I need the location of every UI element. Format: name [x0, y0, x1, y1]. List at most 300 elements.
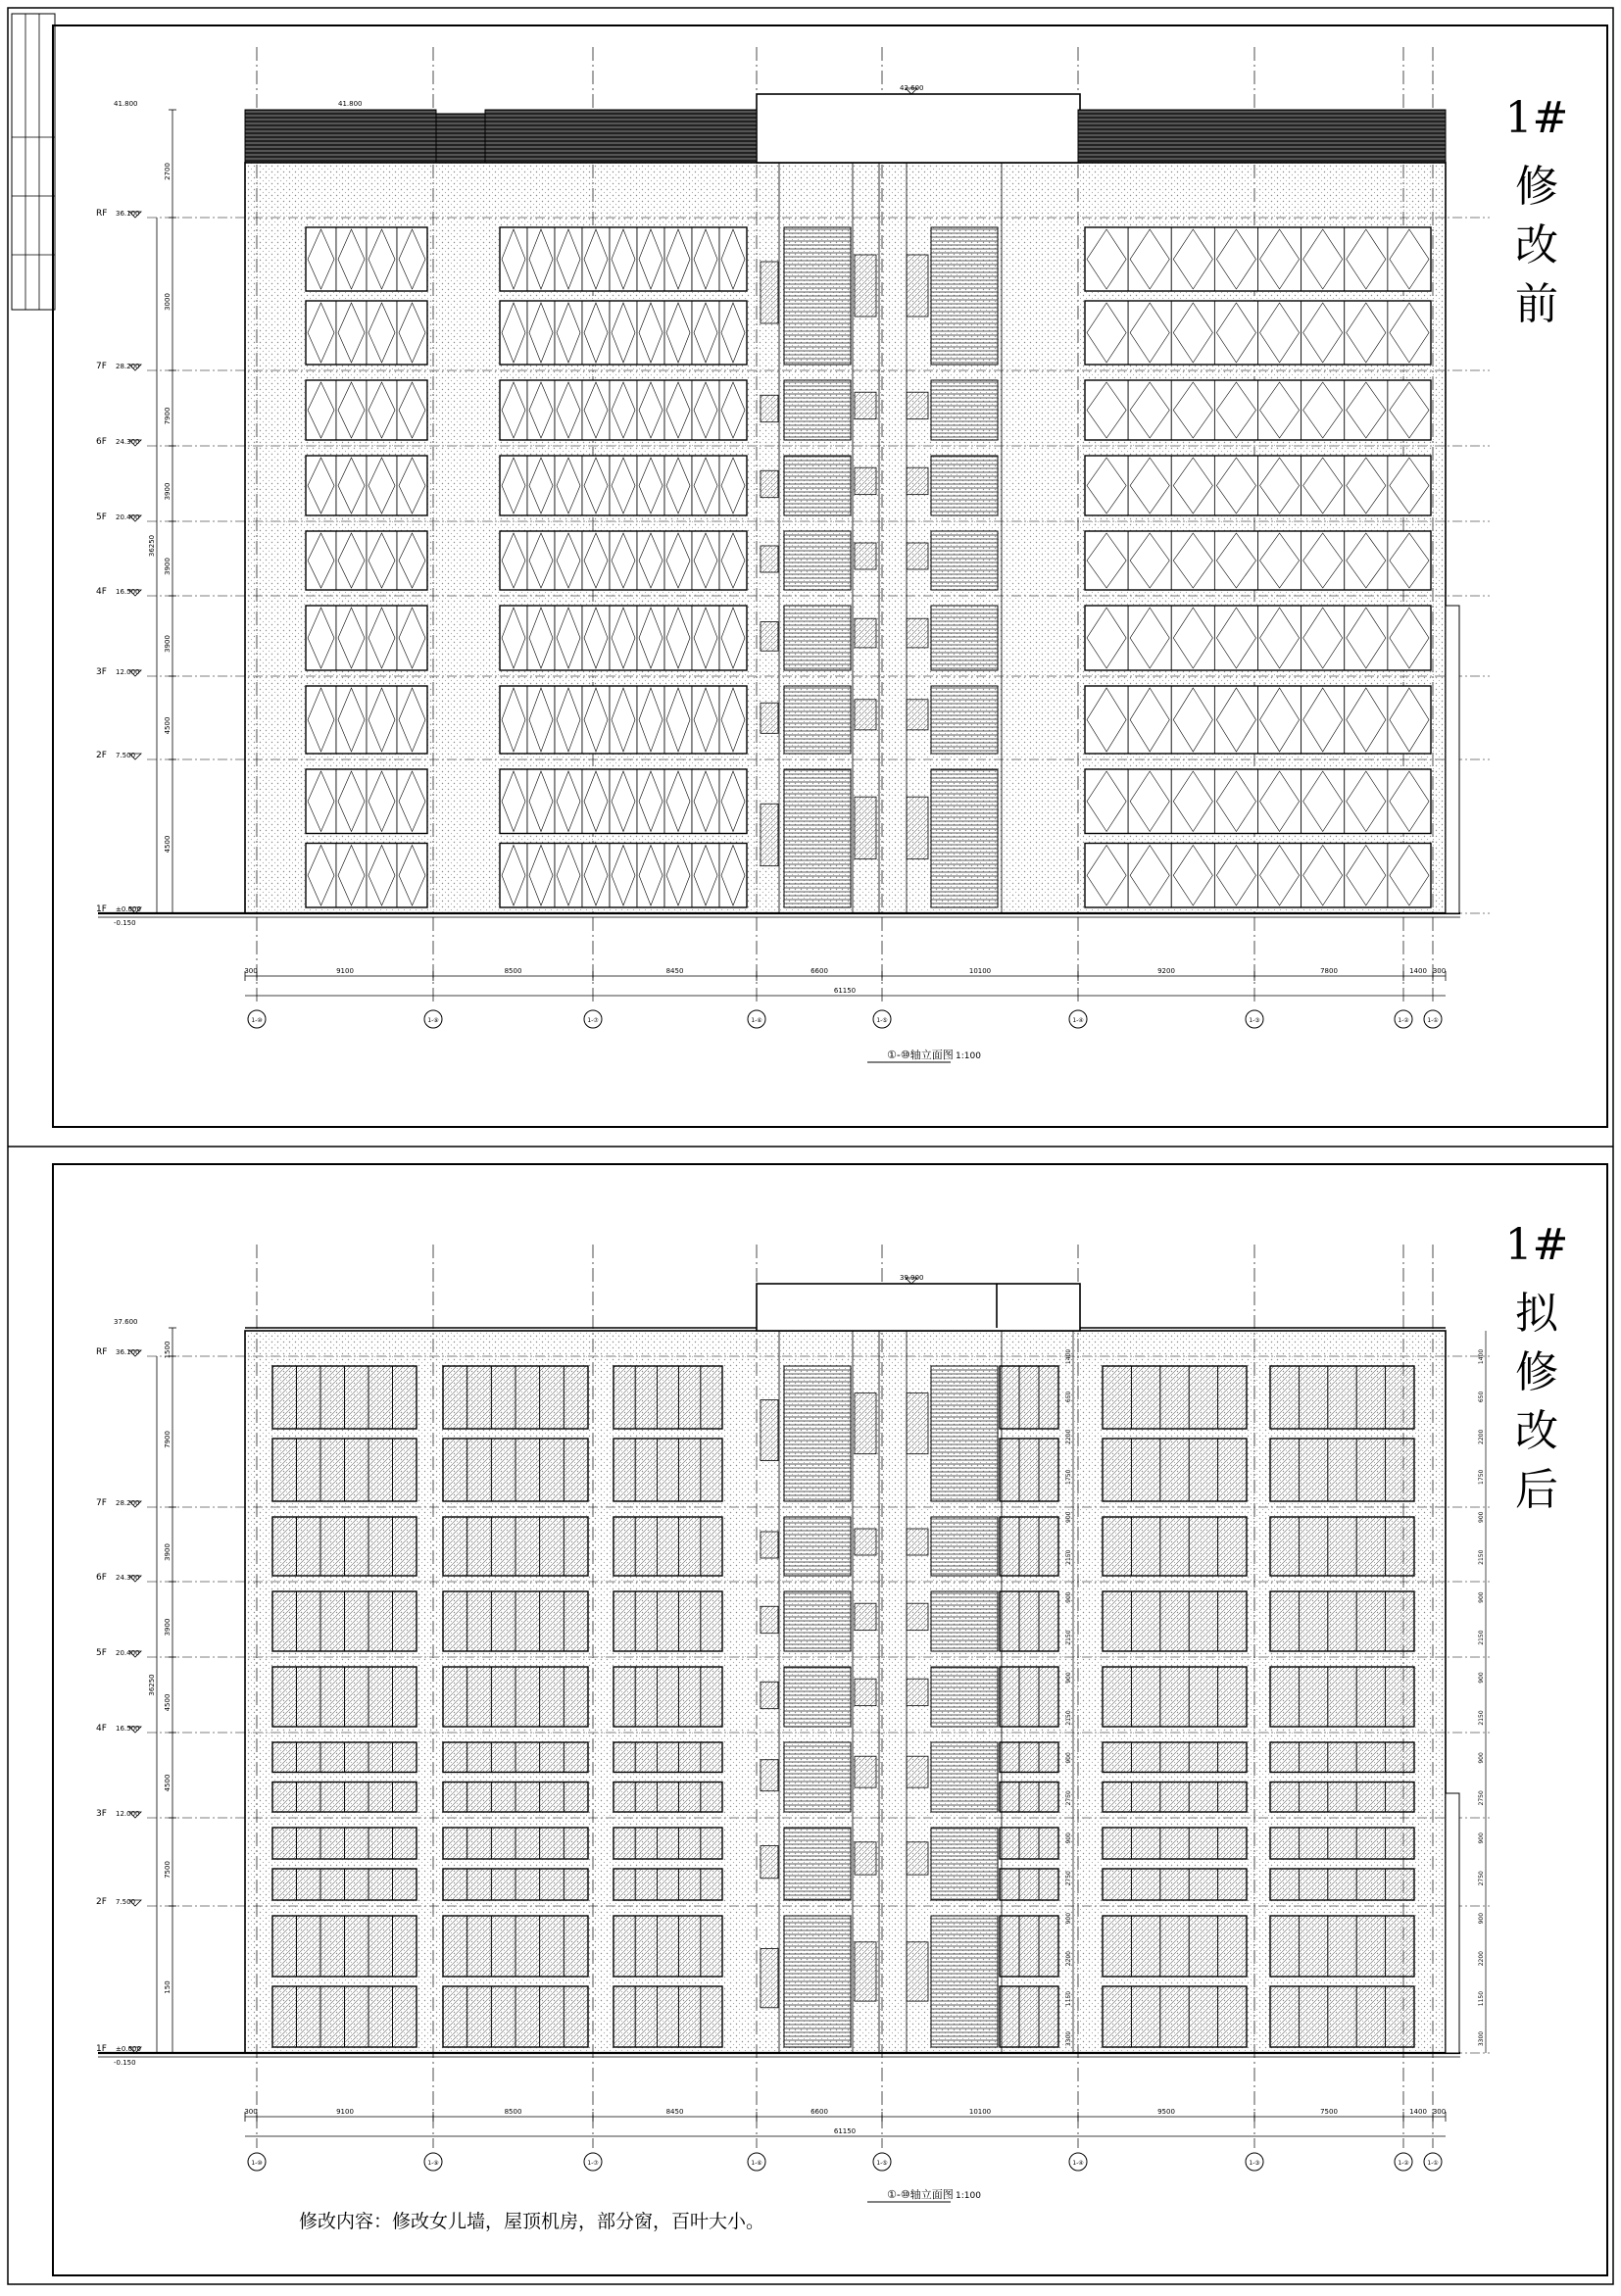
pane-frame: [368, 1439, 393, 1501]
stair-louver: [931, 1517, 998, 1576]
window-pane: [467, 1828, 492, 1859]
sub-dimension: 2150: [1065, 1549, 1072, 1565]
pane-frame: [701, 1828, 722, 1859]
window-pane: [1103, 1828, 1131, 1859]
window-pane: [701, 1783, 722, 1813]
sub-dimension: 1150: [1478, 1990, 1485, 2007]
pane-frame: [1160, 1439, 1189, 1501]
window-pane: [368, 1667, 393, 1727]
floor-elevation: 16.500: [116, 1725, 140, 1733]
pane-frame: [367, 606, 397, 670]
floor-name: 3F: [96, 667, 107, 677]
pane-frame: [1085, 686, 1128, 754]
axis-label: 1-④: [1072, 1017, 1084, 1024]
pane-frame: [1356, 1742, 1385, 1773]
window-pane: [443, 1517, 467, 1576]
pane-frame: [1328, 1591, 1356, 1651]
pane-frame: [1299, 1869, 1327, 1900]
bay-dimension: 7500: [1320, 2108, 1338, 2116]
window-pane: [1039, 1828, 1058, 1859]
window-pane: [637, 227, 664, 291]
parapet-elevation: 41.800: [114, 100, 138, 108]
pane-frame: [679, 1667, 701, 1727]
pane-frame: [1258, 531, 1302, 590]
pane-frame: [664, 844, 692, 908]
window-pane: [637, 301, 664, 365]
window-pane: [1214, 769, 1257, 834]
core-window: [761, 546, 778, 572]
stair-louver: [784, 380, 851, 440]
pane-frame: [297, 1916, 321, 1977]
window-band: [1085, 686, 1431, 754]
pane-frame: [564, 1986, 588, 2047]
stair-louver: [931, 1591, 998, 1651]
window-pane: [1386, 1591, 1414, 1651]
window-pane: [614, 1869, 635, 1900]
pane-frame: [564, 1366, 588, 1429]
core-window: [761, 1400, 778, 1461]
pane-frame: [500, 844, 527, 908]
storey-dimension: 7900: [164, 1431, 172, 1448]
window-pane: [1039, 1517, 1058, 1576]
window-pane: [393, 1783, 418, 1813]
window-pane: [657, 1742, 678, 1773]
pane-frame: [306, 606, 336, 670]
window-pane: [1356, 1742, 1385, 1773]
axis-label: 1-⑦: [587, 1017, 599, 1024]
pane-frame: [664, 227, 692, 291]
floor-name: 4F: [96, 587, 107, 597]
window-pane: [1085, 769, 1128, 834]
stair-louver: [931, 456, 998, 515]
window-pane: [1299, 1439, 1327, 1501]
window-pane: [393, 1828, 418, 1859]
window-pane: [614, 1916, 635, 1977]
pane-frame: [1131, 1986, 1159, 2047]
stair-louver: [784, 1916, 851, 2047]
window-pane: [635, 1439, 657, 1501]
pane-frame: [491, 1986, 516, 2047]
pane-frame: [320, 1986, 345, 2047]
pane-frame: [1019, 1591, 1039, 1651]
pane-frame: [679, 1783, 701, 1813]
window-pane: [336, 686, 367, 754]
pane-frame: [1128, 456, 1171, 515]
window-pane: [555, 606, 582, 670]
window-pane: [1270, 1439, 1299, 1501]
pane-frame: [1388, 456, 1431, 515]
window-pane: [1189, 1828, 1217, 1859]
pane-frame: [692, 769, 719, 834]
window-pane: [1388, 531, 1431, 590]
caption-scale: 1:100: [956, 1051, 981, 1061]
pane-frame: [306, 769, 336, 834]
pane-frame: [1128, 380, 1171, 440]
pane-frame: [1302, 606, 1345, 670]
window-band: [1103, 1869, 1247, 1900]
pane-frame: [1171, 227, 1214, 291]
pane-frame: [320, 1591, 345, 1651]
window-pane: [1085, 380, 1128, 440]
window-band: [1270, 1869, 1414, 1900]
window-pane: [540, 1986, 565, 2047]
pane-frame: [1019, 1828, 1039, 1859]
axis-bubble: [248, 1010, 266, 1028]
stair-louver: [784, 531, 851, 590]
floor-elevation: 28.200: [116, 1499, 140, 1507]
pane-frame: [1386, 1916, 1414, 1977]
window-pane: [1000, 1986, 1019, 2047]
window-pane: [1128, 769, 1171, 834]
label-char: 改: [1515, 220, 1558, 270]
bay-dimension: 9200: [1157, 967, 1175, 975]
window-band: [1000, 1667, 1058, 1727]
core-window: [761, 1606, 778, 1633]
axis-bubble: [873, 1010, 891, 1028]
pane-frame: [555, 456, 582, 515]
pane-frame: [1356, 1366, 1385, 1429]
window-band: [500, 531, 747, 590]
pane-frame: [614, 1591, 635, 1651]
axis-label: 1-⑤: [876, 2160, 888, 2167]
pane-frame: [1103, 1366, 1131, 1429]
pane-frame: [1386, 1591, 1414, 1651]
window-pane: [555, 380, 582, 440]
pane-frame: [443, 1828, 467, 1859]
window-pane: [1218, 1869, 1247, 1900]
caption-after: [867, 2187, 981, 2202]
window-pane: [664, 686, 692, 754]
stair-louver: [931, 1366, 998, 1501]
floor-elevation: 12.000: [116, 668, 140, 676]
pane-frame: [397, 380, 427, 440]
pane-frame: [320, 1517, 345, 1576]
window-pane: [540, 1828, 565, 1859]
pane-frame: [516, 1986, 540, 2047]
pane-frame: [1270, 1783, 1299, 1813]
pane-frame: [397, 531, 427, 590]
window-pane: [555, 531, 582, 590]
stair-louver: [784, 1517, 851, 1576]
pane-frame: [1039, 1869, 1058, 1900]
window-pane: [367, 301, 397, 365]
window-pane: [1299, 1366, 1327, 1429]
pane-frame: [1160, 1742, 1189, 1773]
pane-frame: [1302, 380, 1345, 440]
pane-frame: [467, 1439, 492, 1501]
window-pane: [1214, 227, 1257, 291]
window-pane: [345, 1742, 369, 1773]
window-pane: [692, 531, 719, 590]
window-pane: [345, 1783, 369, 1813]
window-pane: [1388, 227, 1431, 291]
window-pane: [1019, 1439, 1039, 1501]
core-window: [761, 262, 778, 323]
window-pane: [272, 1366, 297, 1429]
window-pane: [1189, 1869, 1217, 1900]
window-pane: [272, 1828, 297, 1859]
pane-frame: [582, 531, 610, 590]
window-pane: [657, 1366, 678, 1429]
window-pane: [368, 1439, 393, 1501]
window-pane: [443, 1366, 467, 1429]
pane-frame: [1302, 531, 1345, 590]
pane-frame: [719, 686, 747, 754]
bay-dimension: 7800: [1320, 967, 1338, 975]
pane-frame: [701, 1667, 722, 1727]
pane-frame: [393, 1828, 418, 1859]
caption-before: [867, 1048, 981, 1062]
window-pane: [467, 1916, 492, 1977]
window-pane: [527, 380, 555, 440]
window-pane: [1131, 1517, 1159, 1576]
window-pane: [1189, 1366, 1217, 1429]
side-annex: [1446, 1793, 1459, 2053]
pane-frame: [1386, 1742, 1414, 1773]
pane-frame: [527, 844, 555, 908]
pane-frame: [1299, 1986, 1327, 2047]
pane-frame: [1388, 606, 1431, 670]
window-pane: [1258, 606, 1302, 670]
pane-frame: [614, 1366, 635, 1429]
pane-frame: [345, 1439, 369, 1501]
window-pane: [1302, 456, 1345, 515]
axis-bubble: [584, 1010, 602, 1028]
window-pane: [1328, 1869, 1356, 1900]
window-pane: [1131, 1591, 1159, 1651]
window-pane: [555, 686, 582, 754]
sub-dimension: 900: [1478, 1591, 1485, 1603]
window-pane: [467, 1783, 492, 1813]
pane-frame: [1270, 1667, 1299, 1727]
window-pane: [1000, 1366, 1019, 1429]
pane-frame: [272, 1439, 297, 1501]
window-pane: [272, 1916, 297, 1977]
pane-frame: [1131, 1742, 1159, 1773]
window-pane: [540, 1916, 565, 1977]
window-pane: [1000, 1869, 1019, 1900]
pane-frame: [336, 686, 367, 754]
pane-frame: [345, 1916, 369, 1977]
window-pane: [1128, 531, 1171, 590]
core-window: [761, 1682, 778, 1708]
pane-frame: [657, 1742, 678, 1773]
pane-frame: [582, 301, 610, 365]
window-pane: [540, 1667, 565, 1727]
pane-frame: [610, 227, 637, 291]
pane-frame: [393, 1439, 418, 1501]
window-band: [1085, 606, 1431, 670]
label-char: 拟: [1515, 1289, 1558, 1339]
pane-frame: [692, 301, 719, 365]
pane-frame: [1160, 1916, 1189, 1977]
pane-frame: [1000, 1742, 1019, 1773]
window-pane: [1218, 1916, 1247, 1977]
window-pane: [1328, 1517, 1356, 1576]
pane-frame: [336, 227, 367, 291]
pane-frame: [679, 1591, 701, 1651]
window-pane: [719, 380, 747, 440]
window-pane: [610, 531, 637, 590]
pane-frame: [393, 1667, 418, 1727]
pane-frame: [1302, 769, 1345, 834]
window-pane: [367, 531, 397, 590]
window-pane: [1214, 456, 1257, 515]
window-pane: [582, 686, 610, 754]
sub-dimension: 900: [1065, 1832, 1072, 1844]
pane-frame: [393, 1742, 418, 1773]
pane-frame: [1171, 531, 1214, 590]
window-band: [1270, 1916, 1414, 1977]
window-pane: [1019, 1783, 1039, 1813]
floor-name: RF: [96, 209, 108, 219]
window-pane: [306, 456, 336, 515]
pane-frame: [272, 1783, 297, 1813]
pane-frame: [1019, 1916, 1039, 1977]
window-band: [1000, 1366, 1058, 1429]
window-band: [272, 1869, 417, 1900]
window-pane: [614, 1742, 635, 1773]
pane-frame: [1019, 1517, 1039, 1576]
axis-bubble: [1424, 1010, 1442, 1028]
window-pane: [1160, 1742, 1189, 1773]
pane-frame: [1218, 1828, 1247, 1859]
window-pane: [1000, 1916, 1019, 1977]
core-window: [761, 1532, 778, 1558]
window-pane: [1299, 1667, 1327, 1727]
pane-frame: [1388, 227, 1431, 291]
bay-dimension: 1400: [1409, 2108, 1427, 2116]
window-pane: [1160, 1667, 1189, 1727]
pane-frame: [367, 456, 397, 515]
pane-frame: [527, 769, 555, 834]
stair-louver: [784, 1667, 851, 1727]
window-pane: [1189, 1667, 1217, 1727]
window-pane: [1019, 1916, 1039, 1977]
pane-frame: [679, 1828, 701, 1859]
axis-bubble: [1069, 1010, 1087, 1028]
pane-frame: [527, 531, 555, 590]
bay-dimension: 8500: [504, 967, 522, 975]
window-pane: [1019, 1986, 1039, 2047]
window-band: [443, 1986, 588, 2047]
window-pane: [1000, 1742, 1019, 1773]
pane-frame: [1000, 1667, 1019, 1727]
window-pane: [1103, 1742, 1131, 1773]
window-pane: [516, 1783, 540, 1813]
core-window: [761, 1949, 778, 2008]
storey-dimension: 3900: [164, 558, 172, 575]
window-pane: [367, 380, 397, 440]
window-pane: [701, 1916, 722, 1977]
window-band: [443, 1869, 588, 1900]
pane-frame: [272, 1591, 297, 1651]
pane-frame: [701, 1986, 722, 2047]
pane-frame: [637, 769, 664, 834]
pane-frame: [1189, 1828, 1217, 1859]
modification-note: 修改内容：修改女儿墙，屋顶机房，部分窗，百叶大小。: [299, 2211, 765, 2232]
floor-name: 1F: [96, 2044, 107, 2054]
pane-frame: [1131, 1783, 1159, 1813]
pane-frame: [1388, 531, 1431, 590]
pane-frame: [1085, 844, 1128, 908]
window-band: [1085, 531, 1431, 590]
core-window: [907, 1756, 928, 1787]
window-pane: [1386, 1783, 1414, 1813]
window-pane: [635, 1517, 657, 1576]
pane-frame: [1328, 1828, 1356, 1859]
pane-frame: [564, 1667, 588, 1727]
window-pane: [1386, 1517, 1414, 1576]
window-pane: [564, 1742, 588, 1773]
pane-frame: [500, 606, 527, 670]
pane-frame: [516, 1366, 540, 1429]
pane-frame: [610, 769, 637, 834]
window-band: [306, 606, 427, 670]
pane-frame: [272, 1828, 297, 1859]
pane-frame: [1103, 1517, 1131, 1576]
floor-name: 2F: [96, 751, 107, 760]
window-pane: [1103, 1986, 1131, 2047]
axis-label: 1-②: [1398, 2160, 1409, 2167]
sub-dimension: 1400: [1065, 1348, 1072, 1365]
window-pane: [679, 1742, 701, 1773]
window-pane: [1386, 1439, 1414, 1501]
window-pane: [393, 1742, 418, 1773]
window-pane: [1131, 1366, 1159, 1429]
pane-frame: [1218, 1517, 1247, 1576]
pane-frame: [1171, 844, 1214, 908]
window-pane: [701, 1439, 722, 1501]
window-band: [1103, 1742, 1247, 1773]
pane-frame: [719, 606, 747, 670]
pane-frame: [1356, 1828, 1385, 1859]
pane-frame: [1189, 1439, 1217, 1501]
window-pane: [1019, 1517, 1039, 1576]
pane-frame: [367, 531, 397, 590]
pane-frame: [555, 380, 582, 440]
sub-dimension: 2200: [1065, 1429, 1072, 1445]
pane-frame: [1214, 531, 1257, 590]
window-pane: [635, 1869, 657, 1900]
pane-frame: [368, 1828, 393, 1859]
window-pane: [367, 686, 397, 754]
window-pane: [701, 1517, 722, 1576]
pane-frame: [1218, 1439, 1247, 1501]
window-pane: [614, 1366, 635, 1429]
window-band: [443, 1366, 588, 1429]
window-pane: [345, 1828, 369, 1859]
pane-frame: [1131, 1667, 1159, 1727]
pane-frame: [637, 227, 664, 291]
floor-elevation: 7.500: [116, 1898, 136, 1906]
pane-frame: [701, 1869, 722, 1900]
window-pane: [1131, 1439, 1159, 1501]
window-pane: [516, 1366, 540, 1429]
window-band: [443, 1916, 588, 1977]
window-pane: [1039, 1916, 1058, 1977]
pane-frame: [1270, 1869, 1299, 1900]
window-pane: [527, 606, 555, 670]
pane-frame: [1131, 1366, 1159, 1429]
window-pane: [1388, 301, 1431, 365]
window-pane: [368, 1916, 393, 1977]
sub-dimension: 900: [1478, 1511, 1485, 1523]
pane-frame: [320, 1783, 345, 1813]
core-window: [907, 1393, 928, 1454]
window-pane: [1302, 606, 1345, 670]
sub-dimension: 900: [1478, 1752, 1485, 1764]
